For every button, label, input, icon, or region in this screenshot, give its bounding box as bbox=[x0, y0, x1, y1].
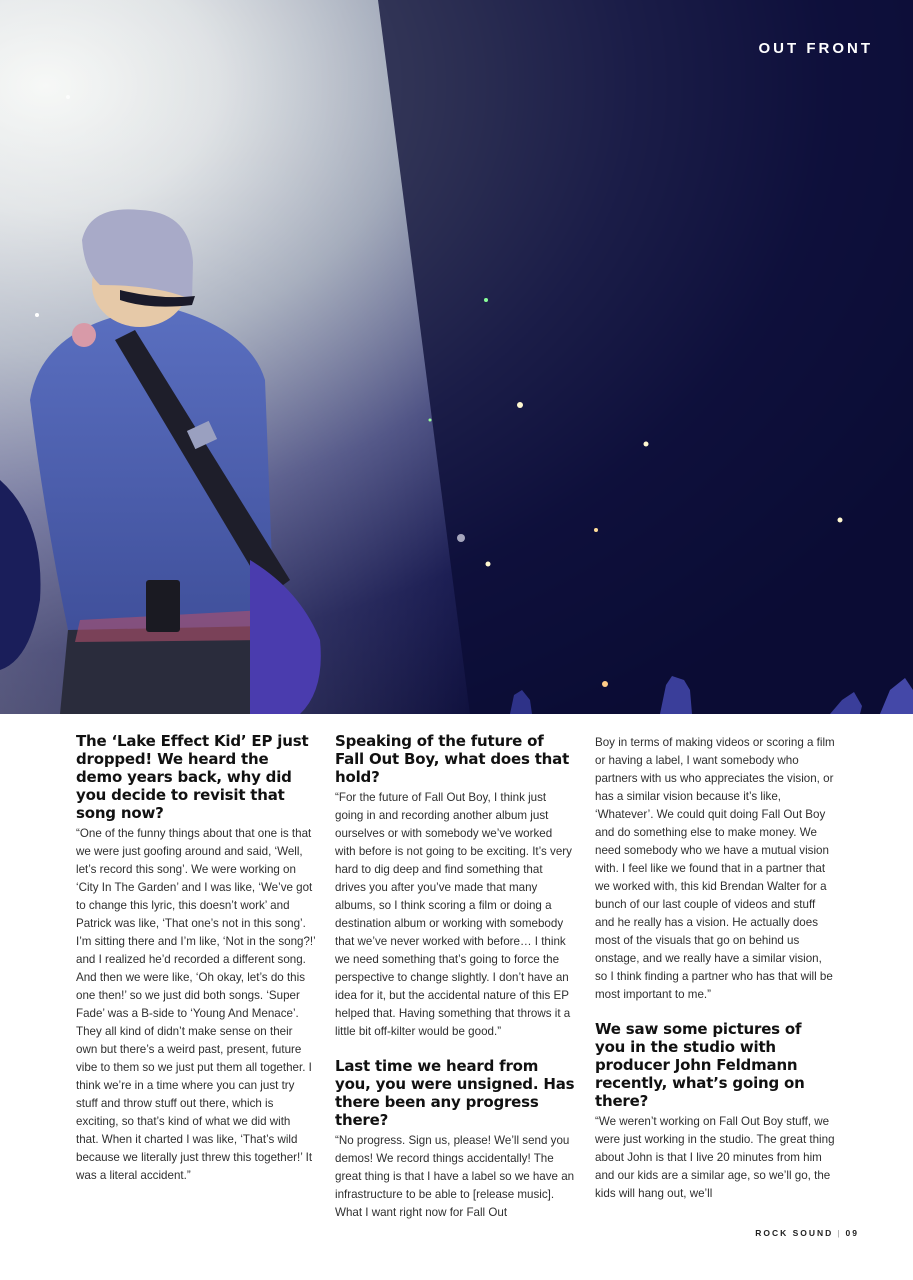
article-column-3 bbox=[595, 734, 835, 1203]
question-heading: Last time we heard from you, you were unsigned. Has there been any progress there? bbox=[335, 1057, 575, 1129]
question-heading: We saw some pictures of you in the studio with producer John Feldmann recently, what’s going on there? bbox=[595, 1020, 805, 1110]
question-heading: Speaking of the future of Fall Out Boy, what does that hold? bbox=[335, 732, 570, 786]
page-number: 09 bbox=[845, 1228, 859, 1238]
footer-separator: | bbox=[837, 1228, 842, 1238]
answer-paragraph: “No progress. Sign us, please! We’ll send you demos! We record things accidentally! The great thing is that I have a label so we have an infrastructure to be able to [release music]. What I want right now for Fall Out bbox=[335, 1134, 575, 1219]
article-column-2 bbox=[335, 732, 575, 1222]
question-heading: The ‘Lake Effect Kid’ EP just dropped! We heard the demo years back, why did you decide to revisit that song now? bbox=[76, 732, 309, 822]
article-column-1 bbox=[76, 732, 316, 1185]
magazine-name: ROCK SOUND bbox=[755, 1228, 834, 1238]
answer-paragraph: “For the future of Fall Out Boy, I think just going in and recording another album just ourselves or with somebody we’ve worked with before is not going to be exciting. It’s very hard to dig deep and find something that drives you after you’ve made that many albums, so I think scoring a film or doing a destination album or working with somebody that we’ve never worked with before… I think we need something that’s going to force the perspective to change slightly. I don’t have an idea for it, but the accidental nature of this EP helped that. Having something that throws it a little bit off-kilter would be good.” bbox=[335, 791, 572, 1038]
page-footer bbox=[755, 1228, 859, 1238]
answer-paragraph: Boy in terms of making videos or scoring a film or having a label, I want somebody who partners with us who appreciates the vision, or has a similar vision because it’s like, ‘Whatever’. We could quit doing Fall Out Boy and do something else to make money. We need somebody who we have a mutual vision with. I feel like we found that in a partner that we worked with, this kid Brendan Walter for a bunch of our last couple of videos and stuff and he really has a vision. He actually does most of the visuals that go on behind us onstage, and we really have a similar vision, so I think finding a partner who has that will be most important to me.” bbox=[595, 736, 835, 1001]
answer-paragraph: “We weren’t working on Fall Out Boy stuff, we were just working in the studio. The great thing about John is that I live 20 minutes from him and our kids are a similar age, so we’ll go, the kids will hang out, we’ll bbox=[595, 1115, 835, 1200]
answer-paragraph: “One of the funny things about that one is that we were just goofing around and said, ‘Well, let’s record this song’. We were working on ‘City In The Garden’ and I was like, ‘We’ve got to change this lyric, this doesn’t work’ and Patrick was like, ‘That one’s not in this song’. I’m sitting there and I’m like, ‘Not in the song?!’ and I realized he’d recorded a different song. And then we were like, ‘Oh okay, let’s do this one then!’ so we just did both songs. ‘Super Fade’ was a B-side to ‘Young And Menace’. They all kind of didn’t make sense on their own but there’s a weird past, present, future vibe to them so we just put them all together. I think we’re in a time where you can just try stuff and throw stuff out there, which is exciting, so that’s kind of what we did with that. When it charted I was like, ‘That’s wild because we literally just threw this together!’ It was a literal accident.” bbox=[76, 827, 316, 1182]
section-label: OUT FRONT bbox=[758, 40, 873, 57]
